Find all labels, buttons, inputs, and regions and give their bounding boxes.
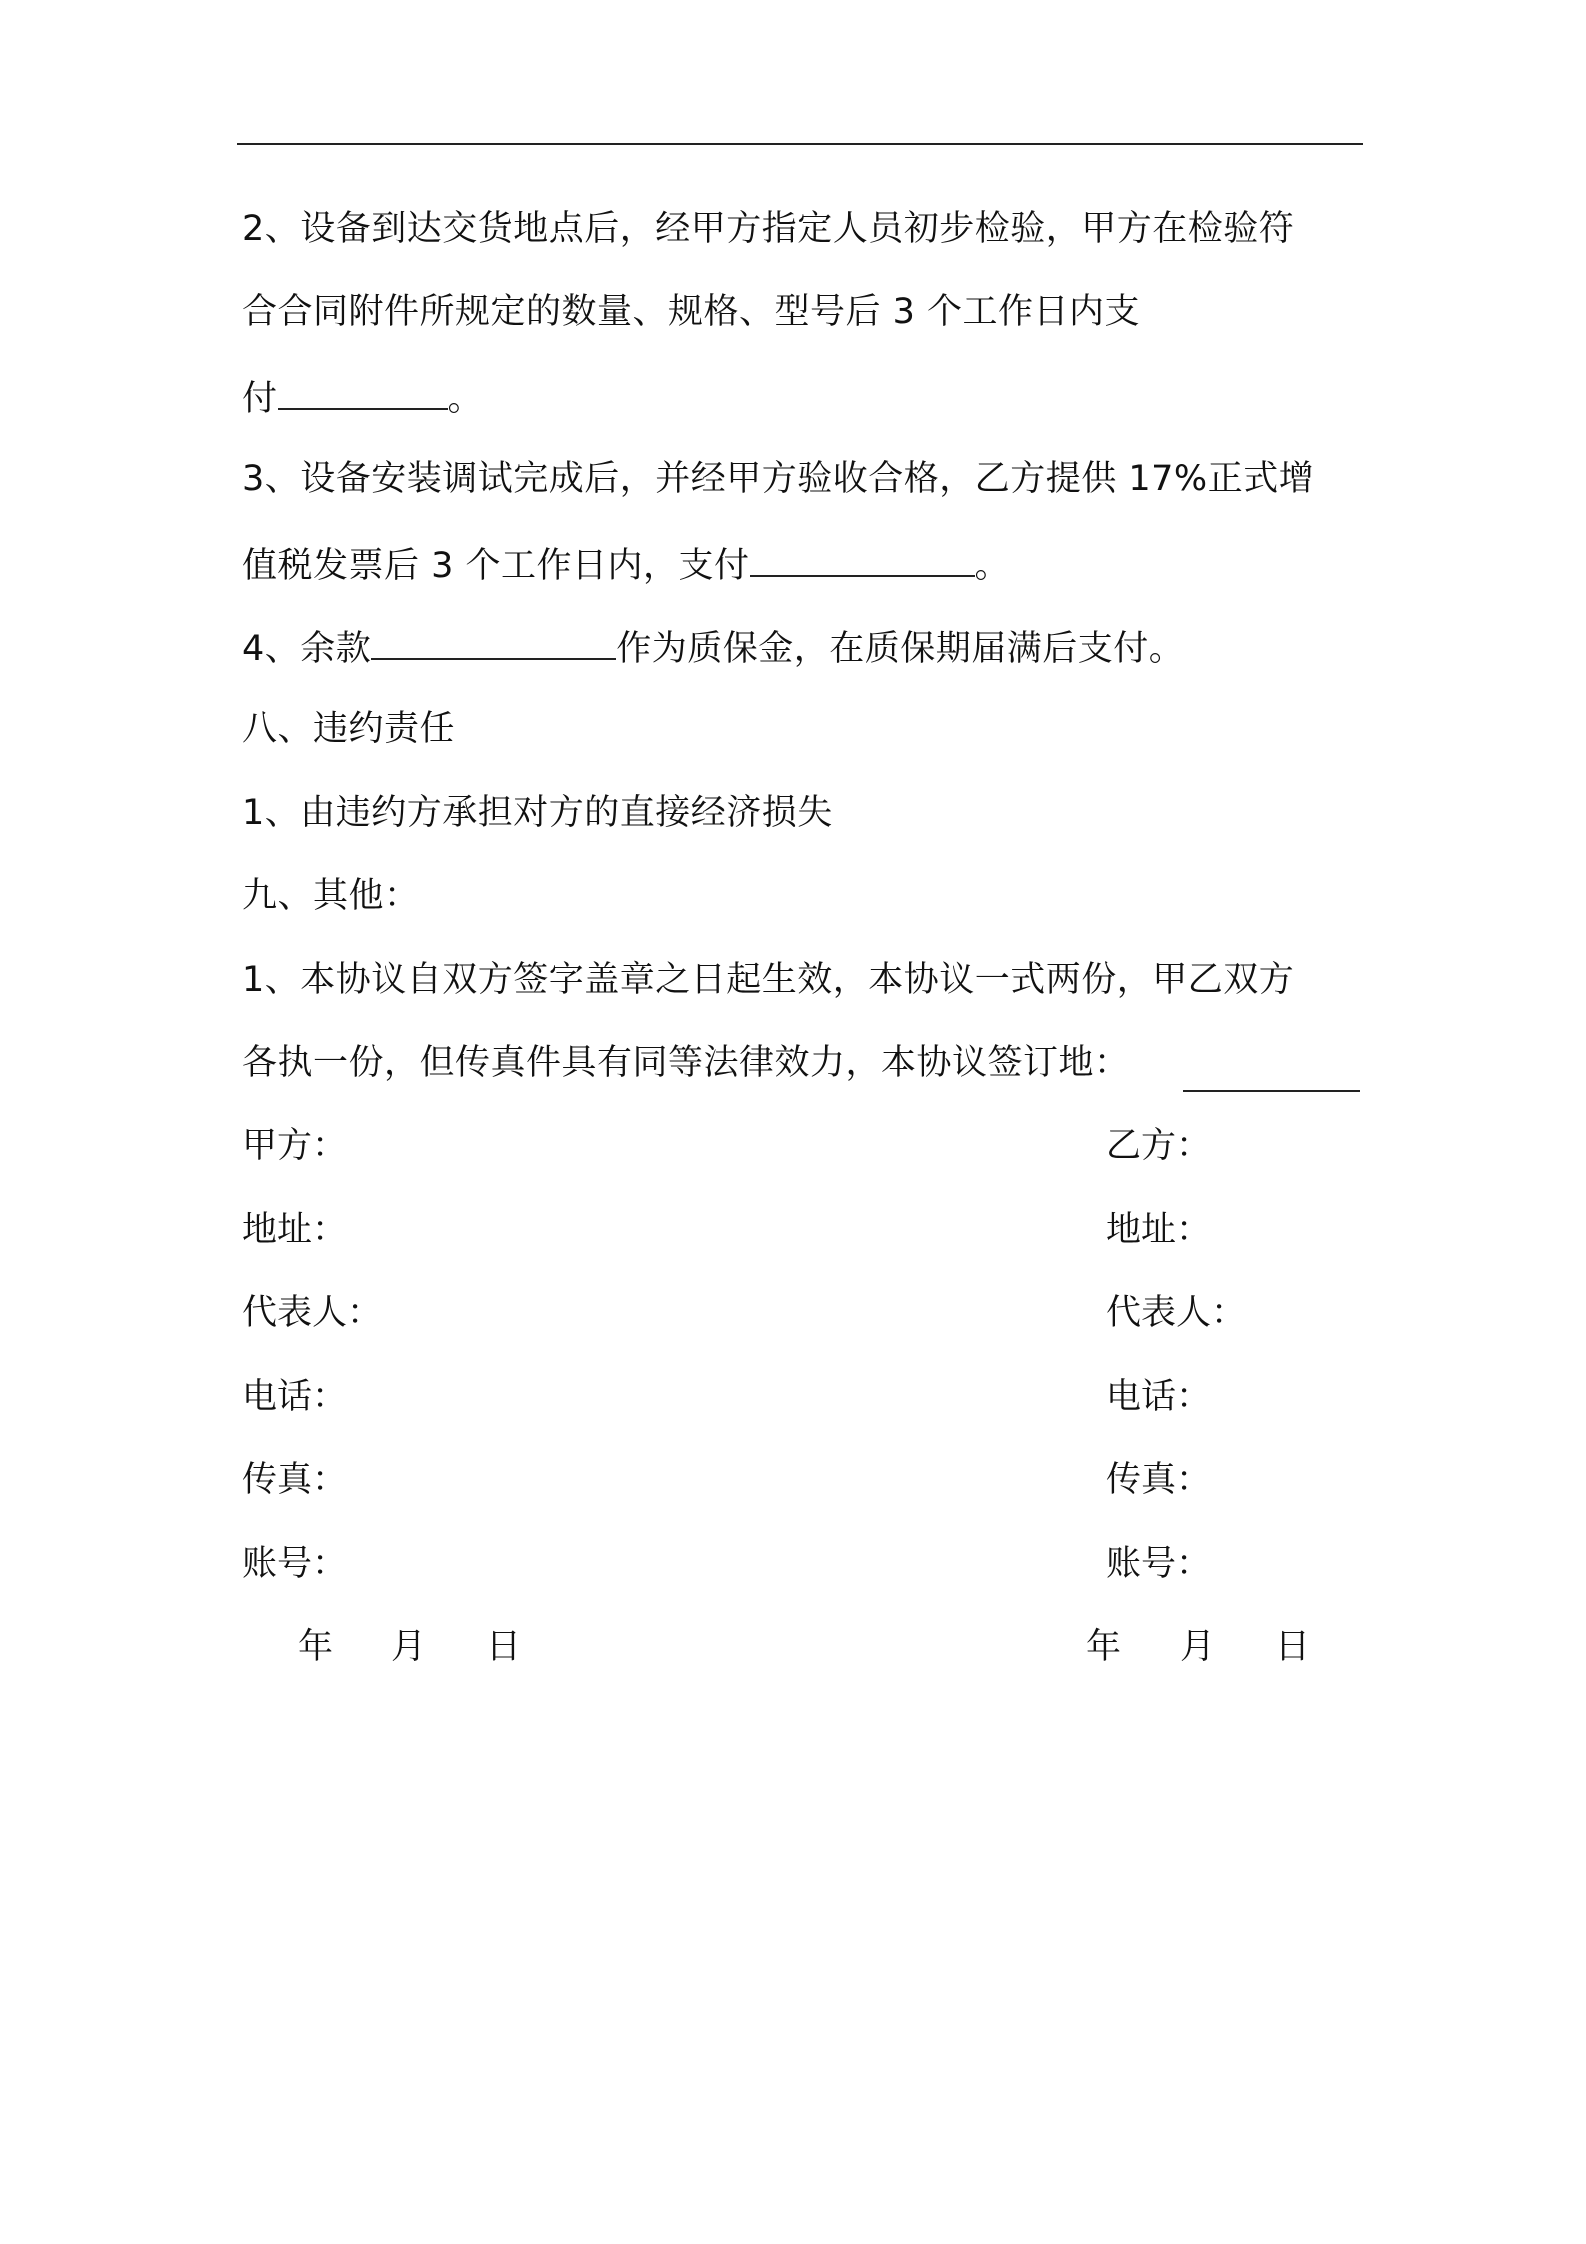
party-a-account-label: 账号：: [242, 1544, 348, 1584]
clause-2-line-2: 合合同附件所规定的数量、规格、型号后 3 个工作日内支: [242, 292, 1141, 332]
balance-blank: [371, 624, 616, 660]
party-a-date-year: 年: [298, 1627, 334, 1667]
party-a-phone-label: 电话：: [242, 1377, 348, 1417]
section-8-item-1: 1、由违约方承担对方的直接经济损失: [242, 793, 833, 833]
party-b-phone-label: 电话：: [1106, 1377, 1212, 1417]
clause-2-line-3-suffix: 。: [447, 379, 484, 419]
section-9-item-1-line-1: 1、本协议自双方签字盖章之日起生效，本协议一式两份，甲乙双方: [242, 960, 1295, 1000]
party-a-date-month: 月: [391, 1627, 427, 1667]
clause-3-line-2-suffix: 。: [974, 546, 1011, 586]
party-a-address-label: 地址：: [242, 1210, 348, 1250]
party-b-representative-label: 代表人：: [1106, 1293, 1247, 1333]
section-9-heading: 九、其他：: [242, 876, 420, 916]
party-b-address-label: 地址：: [1106, 1210, 1212, 1250]
clause-3-line-2-prefix: 值税发票后 3 个工作日内，支付: [242, 546, 750, 586]
party-b-account-label: 账号：: [1106, 1544, 1212, 1584]
party-b-name-label: 乙方：: [1106, 1126, 1212, 1166]
section-9-item-1-line-2: 各执一份，但传真件具有同等法律效力，本协议签订地：: [242, 1043, 1130, 1083]
clause-4: [242, 624, 1184, 671]
signing-place-blank: [1183, 1090, 1360, 1092]
clause-2-line-3: [242, 374, 483, 421]
party-a-representative-label: 代表人：: [242, 1293, 383, 1333]
payment-blank-2: [750, 541, 975, 577]
party-a-name-label: 甲方：: [242, 1126, 348, 1166]
payment-blank-1: [278, 374, 448, 410]
clause-2-line-1: 2、设备到达交货地点后，经甲方指定人员初步检验，甲方在检验符: [242, 209, 1295, 249]
clause-4-prefix: 4、余款: [242, 629, 372, 669]
party-a-fax-label: 传真：: [242, 1460, 348, 1500]
party-a-date-day: 日: [486, 1627, 522, 1667]
party-b-fax-label: 传真：: [1106, 1460, 1212, 1500]
party-b-date-day: 日: [1275, 1627, 1311, 1667]
clause-3-line-1: 3、设备安装调试完成后，并经甲方验收合格，乙方提供 17%正式增: [242, 459, 1315, 499]
clause-4-suffix: 作为质保金，在质保期届满后支付。: [616, 629, 1185, 669]
clause-3-line-2: [242, 541, 1010, 588]
header-rule: [237, 143, 1363, 145]
section-8-heading: 八、违约责任: [242, 709, 456, 749]
party-b-date-month: 月: [1180, 1627, 1216, 1667]
clause-2-line-3-prefix: 付: [242, 379, 278, 419]
party-b-date-year: 年: [1086, 1627, 1122, 1667]
